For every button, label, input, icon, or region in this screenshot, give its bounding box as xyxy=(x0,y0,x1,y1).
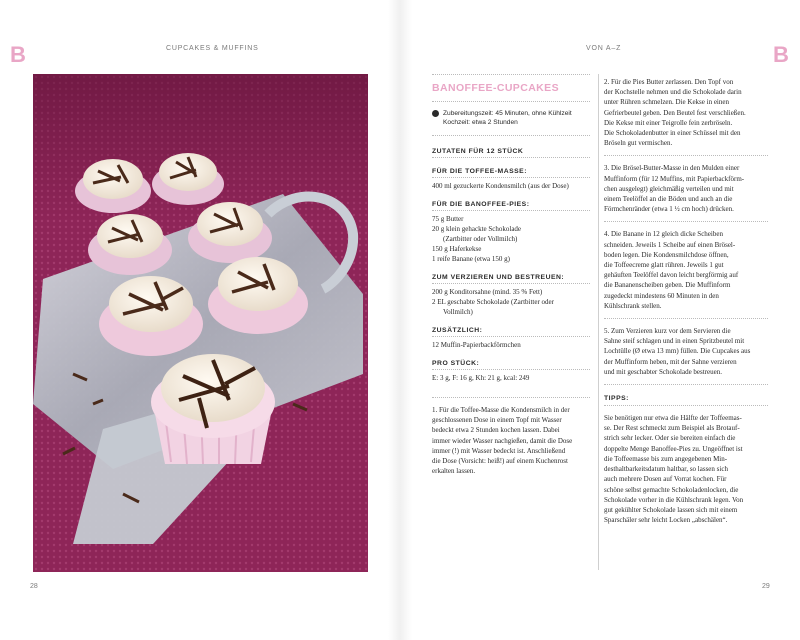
extra-item: 12 Muffin-Papierbackförmchen xyxy=(432,341,521,349)
clock-icon xyxy=(432,110,439,117)
step-line: der Kochstelle nehmen und die Schokolade darin xyxy=(604,88,742,97)
cupcake-photo xyxy=(33,74,368,572)
step-line: 4. Die Banane in 12 gleich dicke Scheiben xyxy=(604,230,723,239)
ingredient: 150 g Haferkekse xyxy=(432,245,482,253)
column-divider xyxy=(598,74,599,570)
step-line: 1. Für die Toffee-Masse die Kondensmilch in der xyxy=(432,406,570,414)
tip-line: Schokolade vorher in die Kühlschrank legen. Von xyxy=(604,495,744,504)
extra-heading: ZUSÄTZLICH: xyxy=(432,327,590,337)
tip-line: Sparschäler sehr leicht Locken „abschälen“. xyxy=(604,516,728,525)
ingredient-note: (Zartbitter oder Vollmilch) xyxy=(443,235,518,243)
step-line: immer (!) mit Wasser bedeckt ist. Anschließend xyxy=(432,446,566,455)
recipe-column-ingredients xyxy=(432,74,590,483)
step-4 xyxy=(604,222,768,318)
step-line: Sahne steif schlagen und in einen Spritzbeutel mit xyxy=(604,337,745,346)
step-line: die Bananenscheiben geben. Die Muffinform xyxy=(604,281,731,290)
recipe-column-steps xyxy=(604,74,768,532)
step-5 xyxy=(604,319,768,384)
step-line: Die Kekse mit einer Teigrolle fein zerbröseln. xyxy=(604,118,733,127)
step-line: schneiden. Jeweils 1 Scheibe auf einen Brösel- xyxy=(604,240,736,249)
step-line: die Toffeecreme glatt rühren. Jeweils 1 gut xyxy=(604,261,724,270)
ingredient: 2 EL geschabte Schokolade (Zartbitter oder xyxy=(432,298,554,306)
divider xyxy=(604,384,768,385)
page-number-right: 29 xyxy=(762,583,770,590)
step-3 xyxy=(604,156,768,221)
step-line: boden legen. Die Kondensmilchdose öffnen, xyxy=(604,250,729,259)
tip-line: Sie benötigen nur etwa die Hälfte der Toffeemas- xyxy=(604,414,742,423)
tips-text xyxy=(604,406,768,532)
tip-line: se. Der Rest schmeckt zum Beispiel als Brotauf- xyxy=(604,424,740,433)
toffee-heading: FÜR DIE TOFFEE-MASSE: xyxy=(432,168,590,178)
decor-heading: ZUM VERZIEREN UND BESTREUEN: xyxy=(432,274,590,284)
per-piece-heading: PRO STÜCK: xyxy=(432,360,590,370)
yield-heading: ZUTATEN FÜR 12 STÜCK xyxy=(432,148,590,158)
step-line: Bröseln gut vermischen. xyxy=(604,139,673,148)
step-line: 5. Zum Verzieren kurz vor dem Servieren die xyxy=(604,327,731,336)
step-line: Die Schokoladenbutter in einer Schüssel mit den xyxy=(604,129,741,138)
page-number-left: 28 xyxy=(30,583,38,590)
pies-heading: FÜR DIE BANOFFEE-PIES: xyxy=(432,201,590,211)
step-line: geschlossenen Dose in einem Topf mit Wasser xyxy=(432,416,562,425)
step-line: die Dose (Vorsicht: heiß!) auf einem Kuchenrost xyxy=(432,457,568,466)
tip-line: desthaltbarkeitsdatum haltbar, so lassen sich xyxy=(604,465,728,474)
step-line: Lochtülle (Ø etwa 13 mm) füllen. Die Cupcakes aus xyxy=(604,347,751,356)
tip-line: schöne selbst gemachte Schokoladenlocken, die xyxy=(604,485,739,494)
toffee-ingredient: 400 ml gezuckerte Kondensmilch (aus der Dose) xyxy=(432,182,569,190)
nutrition-info: E: 3 g, F: 16 g, Kh: 21 g, kcal: 249 xyxy=(432,374,530,382)
book-gutter xyxy=(388,0,412,640)
chapter-tab-letter-right: B xyxy=(773,42,789,67)
tip-line: auch mehrere Dosen auf Vorrat kochen. Für xyxy=(604,475,727,484)
step-line: 2. Für die Pies Butter zerlassen. Den Topf von xyxy=(604,78,734,86)
ingredient: 20 g klein gehackte Schokolade xyxy=(432,225,522,233)
step-line: erkalten lassen. xyxy=(432,467,476,476)
running-head-right: VON A–Z xyxy=(586,45,622,52)
recipe-title: BANOFFEE-CUPCAKES xyxy=(432,82,559,94)
tip-line: die Toffeemasse bis zum angegebenen Min- xyxy=(604,454,728,463)
divider xyxy=(432,135,590,136)
step-line: chen ausgelegt) gleichmäßig verteilen und mit xyxy=(604,184,734,193)
step-line: Förmchenränder (etwa 1 ½ cm hoch) drücken. xyxy=(604,205,734,214)
step-line: 3. Die Brösel-Butter-Masse in den Mulden einer xyxy=(604,164,740,173)
step-line: bedeckt etwa 2 Stunden kochen lassen. Dabei xyxy=(432,426,560,435)
step-1 xyxy=(432,398,590,483)
ingredient: 1 reife Banane (etwa 150 g) xyxy=(432,255,510,263)
prep-time: Zubereitungszeit: 45 Minuten, ohne Kühlzeit xyxy=(443,110,572,117)
step-line: und mit geschabter Schokolade bestreuen. xyxy=(604,367,722,376)
ingredient: 200 g Konditorsahne (mind. 35 % Fett) xyxy=(432,288,543,296)
step-line: der Muffinform heben, mit der Sahne verzieren xyxy=(604,357,737,366)
step-line: Kühlschrank stellen. xyxy=(604,301,662,310)
step-line: gehäuften Teelöffel davon leicht bergförmig auf xyxy=(604,271,739,280)
cook-time: Kochzeit: etwa 2 Stunden xyxy=(443,119,518,126)
step-line: zugedeckt mindestens 60 Minuten in den xyxy=(604,291,719,300)
step-line: Gefrierbeutel geben. Den Beutel fest verschließen. xyxy=(604,108,746,117)
tip-line: doppelte Menge Banoffee-Pies zu. Ungeöffnet ist xyxy=(604,444,743,453)
step-line: unter Rühren schmelzen. Die Kekse in einen xyxy=(604,98,729,107)
step-line: immer wieder Wasser nachgießen, damit die Dose xyxy=(432,436,573,445)
tip-line: gut gekühlter Schokolade lassen sich mit einem xyxy=(604,505,738,514)
step-line: einem Teelöffel an die Böden und auch an die xyxy=(604,195,733,204)
ingredient-note: Vollmilch) xyxy=(443,308,473,316)
running-head-left: CUPCAKES & MUFFINS xyxy=(166,45,259,52)
divider xyxy=(432,74,590,75)
time-info xyxy=(432,102,590,135)
tips-heading: TIPPS: xyxy=(604,395,629,403)
ingredient: 75 g Butter xyxy=(432,215,464,223)
tip-line: strich sehr lecker. Oder sie bereiten einfach die xyxy=(604,434,736,443)
step-2 xyxy=(604,74,768,155)
step-line: Muffinform (für 12 Muffins, mit Papierbackförm- xyxy=(604,174,745,183)
chapter-tab-letter-left: B xyxy=(10,42,26,67)
